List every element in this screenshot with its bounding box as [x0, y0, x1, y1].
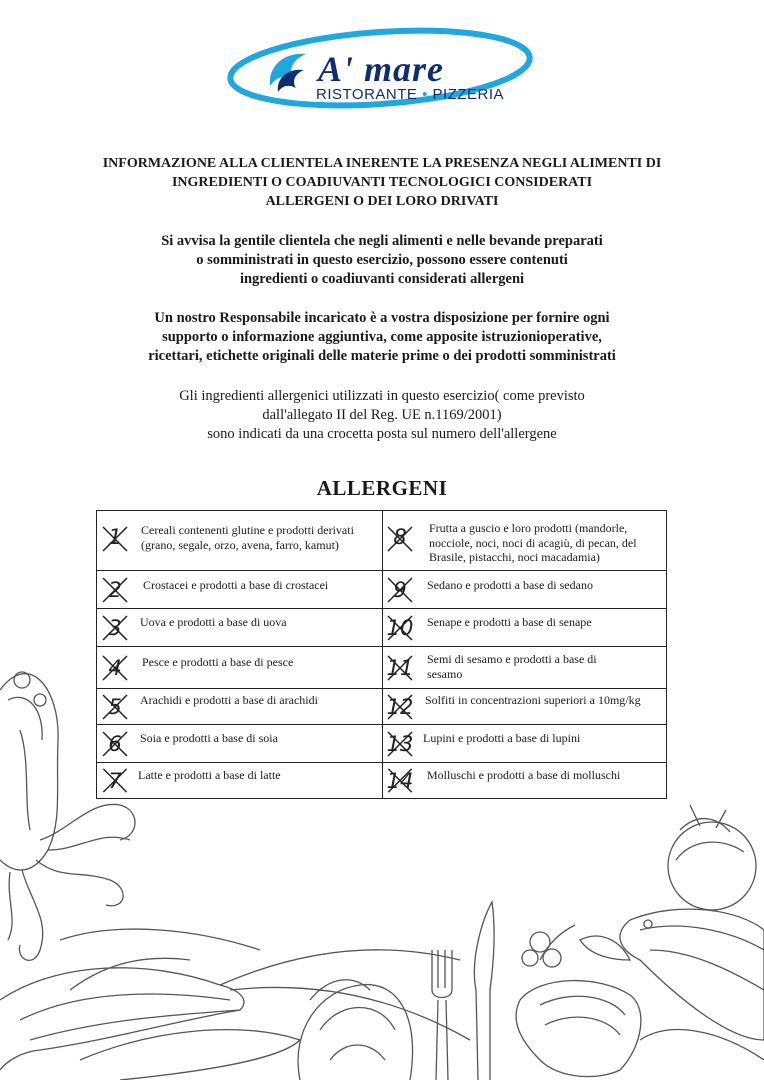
logo-subtitle-separator: • [422, 86, 428, 103]
responsible-notice-line: Un nostro Responsabile incaricato è a vostra disposizione per fornire ogni [154, 310, 610, 326]
allergen-description-line: Lupini e prodotti a base di lupini [423, 731, 581, 745]
allergen-description-line: Brasile, pistacchi, noci macadamia) [429, 550, 600, 564]
allergen-number: 11 [386, 656, 414, 680]
fish-icon [580, 909, 764, 1040]
allergen-description [425, 693, 641, 708]
allergen-description-line: Latte e prodotti a base di latte [138, 768, 281, 782]
allergen-description [427, 578, 593, 593]
customer-notice-line: o somministrati in questo esercizio, possono essere contenuti [196, 252, 568, 268]
allergen-description [140, 693, 318, 708]
allergens-table [96, 510, 667, 799]
allergen-description [138, 768, 281, 783]
customer-notice-line: ingredienti o coadiuvanti considerati allergeni [239, 271, 525, 287]
cross-mark-icon [97, 521, 133, 557]
allergen-number: 14 [386, 769, 414, 793]
allergen-number: 1 [108, 525, 122, 549]
logo-name: A' mare [318, 49, 445, 89]
table-row [97, 511, 666, 571]
allergen-description-line: Soia e prodotti a base di soia [140, 731, 278, 745]
allergen-description [140, 615, 287, 630]
allergens-title: ALLERGENI [316, 476, 448, 500]
allergen-description-line: sesamo [427, 666, 463, 681]
allergen-number: 10 [386, 616, 414, 640]
logo-subtitle-right: PIZZERIA [432, 86, 505, 103]
allergen-description [427, 652, 597, 681]
cross-mark-icon [382, 689, 418, 725]
cross-mark-icon [382, 763, 418, 798]
knife-icon [474, 902, 494, 1080]
table-row [97, 725, 666, 763]
cross-mark-icon [382, 610, 418, 646]
allergen-number: 4 [108, 656, 122, 680]
allergen-description-line: Solfiti in concentrazioni superiori a 10mg/kg [425, 693, 641, 707]
allergen-description-line: nocciole, noci, noci di acagiù, di pecan, del [429, 535, 637, 550]
salmon-icon [516, 981, 764, 1077]
allergen-number: 7 [108, 769, 122, 793]
allergen-number: 5 [108, 695, 122, 719]
table-row [97, 609, 666, 647]
allergen-number: 9 [393, 578, 407, 602]
info-heading-line: INFORMAZIONE ALLA CLIENTELA INERENTE LA PRESENZA NEGLI ALIMENTI DI [102, 156, 662, 171]
shrimp-icon [0, 929, 470, 1080]
cross-mark-icon [97, 726, 133, 762]
cross-mark-icon [97, 763, 133, 798]
allergen-number: 12 [386, 695, 414, 719]
allergen-number: 13 [386, 732, 414, 756]
allergen-number: 8 [393, 525, 407, 549]
info-heading-line: ALLERGENI O DEI LORO DRIVATI [265, 194, 499, 209]
allergen-description [427, 768, 620, 783]
lettuce-icon [298, 980, 412, 1080]
allergen-description [423, 731, 580, 746]
ingredients-note-line: dall'allegato II del Reg. UE n.1169/2001) [262, 407, 502, 423]
allergen-description [429, 521, 637, 565]
logo-subtitle-left: RISTORANTE [316, 86, 418, 103]
cross-mark-icon [97, 689, 133, 725]
allergen-description-line: Sedano e prodotti a base di sedano [427, 578, 593, 592]
allergen-number: 3 [108, 616, 122, 640]
cross-mark-icon [97, 572, 133, 608]
allergen-description-line: Arachidi e prodotti a base di arachidi [140, 693, 318, 707]
ingredients-note-line: Gli ingredienti allergenici utilizzati in questo esercizio( come previsto [179, 388, 585, 404]
cross-mark-icon [382, 726, 418, 762]
responsible-notice-line: supporto o informazione aggiuntiva, come apposite istruzionioperative, [162, 329, 602, 345]
allergen-description-line: (grano, segale, orzo, avena, farro, kamut) [141, 537, 339, 552]
info-heading [0, 154, 764, 211]
allergen-description-line: Semi di sesamo e prodotti a base di [427, 652, 597, 666]
fork-icon [432, 950, 452, 1080]
logo-subtitle [316, 86, 504, 103]
allergen-description-line: Senape e prodotti a base di senape [427, 615, 592, 629]
allergen-number: 6 [108, 732, 122, 756]
allergen-description-line: Frutta a guscio e loro prodotti (mandorle, [429, 521, 628, 535]
table-row [97, 763, 666, 798]
parsley-icon [522, 925, 575, 967]
allergen-description-line: Pesce e prodotti a base di pesce [142, 655, 294, 669]
cross-mark-icon [97, 650, 133, 686]
allergen-description [141, 523, 354, 552]
responsible-notice [0, 309, 764, 366]
allergen-description-line: Cereali contenenti glutine e prodotti derivati [141, 523, 354, 537]
cross-mark-icon [382, 521, 418, 557]
ingredients-note-line: sono indicati da una crocetta posta sul numero dell'allergene [207, 426, 557, 442]
responsible-notice-line: ricettari, etichette originali delle materie prime o dei prodotti somministrati [148, 348, 616, 364]
customer-notice [0, 232, 764, 289]
table-row [97, 647, 666, 689]
allergen-description-line: Crostacei e prodotti a base di crostacei [143, 578, 329, 592]
allergen-description-line: Uova e prodotti a base di uova [140, 615, 287, 629]
cross-mark-icon [97, 610, 133, 646]
table-row [97, 689, 666, 725]
allergen-number: 2 [108, 578, 122, 602]
tomato-icon [668, 805, 756, 910]
info-heading-line: INGREDIENTI O COADIUVANTI TECNOLOGICI CONSIDERATI [171, 175, 593, 190]
allergen-description [140, 731, 278, 746]
allergen-description-line: Molluschi e prodotti a base di molluschi [427, 768, 621, 782]
cross-mark-icon [382, 650, 418, 686]
ingredients-note [0, 387, 764, 444]
allergen-description [427, 615, 592, 630]
allergen-description [142, 655, 293, 670]
cross-mark-icon [382, 572, 418, 608]
customer-notice-line: Si avvisa la gentile clientela che negli alimenti e nelle bevande preparati [161, 233, 603, 249]
table-row [97, 571, 666, 609]
allergen-description [143, 578, 328, 593]
